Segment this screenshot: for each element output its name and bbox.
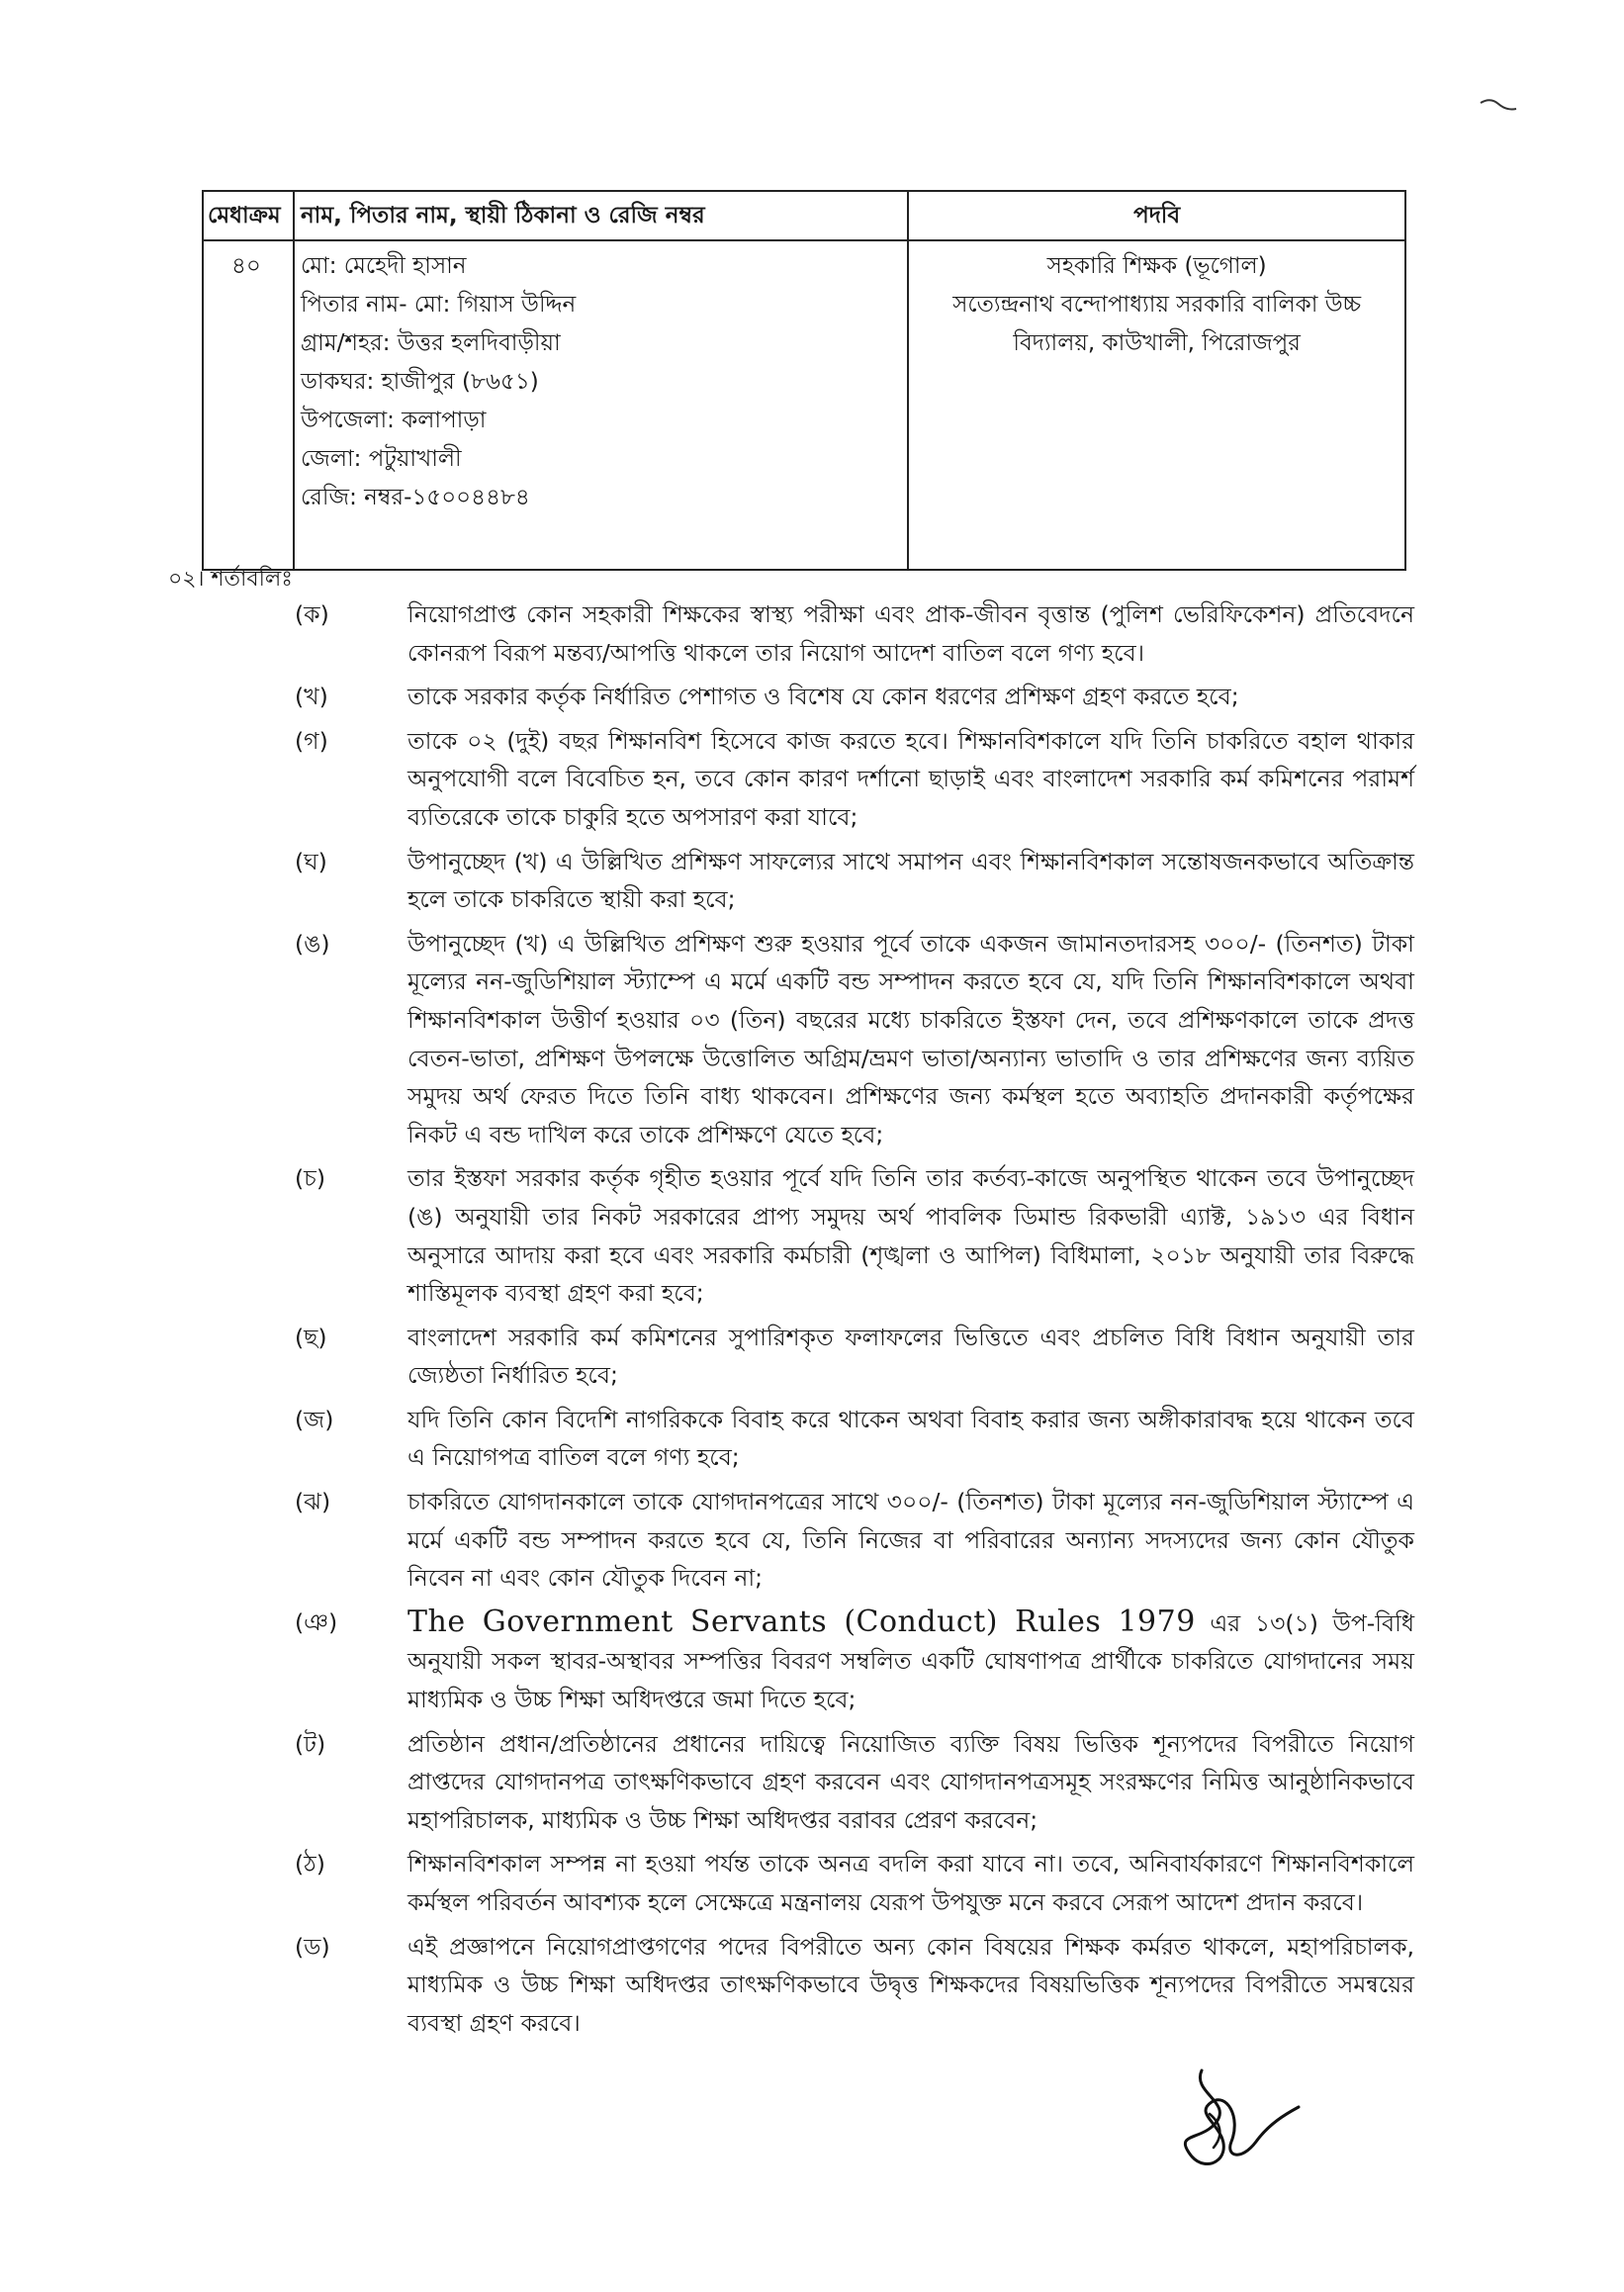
post-institution-line-2: বিদ্যালয়, কাউখালী, পিরোজপুর (1013, 330, 1301, 356)
clause-text-body: এর ১৩(১) উপ-বিধি অনুযায়ী সকল স্থাবর-অস্থাবর সম্পত্তির বিবরণ সম্বলিত একটি ঘোষণাপত্র প্রার্থীকে চাকরিতে যোগদানের সময় মাধ্যমিক ও উচ্চ শিক্ষা অধিদপ্তরে জমা দিতে হবে; (407, 1608, 1414, 1714)
clause-da (168, 1928, 1414, 2043)
clause-text: নিয়োগপ্রাপ্ত কোন সহকারী শিক্ষকের স্বাস্থ্য পরীক্ষা এবং প্রাক-জীবন বৃত্তান্ত (পুলিশ ভেরিফিকেশন) প্রতিবেদনে কোনরূপ বিরূপ মন্তব্য/আপত্তি থাকলে তার নিয়োগ আদেশ বাতিল বলে গণ্য হবে। (407, 600, 1414, 667)
clause-text: উপানুচ্ছেদ (খ) এ উল্লিখিত প্রশিক্ষণ শুরু হওয়ার পূর্বে তাকে একজন জামানতদারসহ ৩০০/- (তিনশত) টাকা মূল্যের নন-জুডিশিয়াল স্ট্যাম্পে এ মর্মে একটি বন্ড সম্পাদন করতে হবে যে, যদি তিনি শিক্ষানবিশকালে অথবা শিক্ষানবিশকাল উত্তীর্ণ হওয়ার ০৩ (তিন) বছরের মধ্যে চাকরিতে ইস্তফা দেন, তবে প্রশিক্ষণকালে তাকে প্রদত্ত বেতন-ভাতা, প্রশিক্ষণ উপলক্ষে উত্তোলিত অগ্রিম/ভ্রমণ ভাতা/অন্যান্য ভাতাদি ও তার প্রশিক্ষণের জন্য ব্যয়িত সমুদয় অর্থ ফেরত দিতে তিনি বাধ্য থাকবেন। প্রশিক্ষণের জন্য কর্মস্থল হতে অব্যাহতি প্রদানকারী কর্তৃপক্ষের নিকট এ বন্ড দাখিল করে তাকে প্রশিক্ষণে যেতে হবে; (407, 929, 1414, 1148)
cell-serial: ৪০ (203, 240, 294, 570)
clause-ga (168, 722, 1414, 837)
header-post: পদবি (908, 191, 1405, 240)
upazila: উপজেলা: কলাপাড়া (300, 408, 487, 433)
clause-jha (168, 1483, 1414, 1598)
clause-marker: (ছ) (295, 1323, 327, 1351)
conduct-rules-title: The Government Servants (Conduct) Rules 1979 (407, 1604, 1196, 1639)
post-title: সহকারি শিক্ষক (ভূগোল) (1046, 253, 1267, 279)
clause-ja (168, 1401, 1414, 1477)
clause-text: চাকরিতে যোগদানকালে তাকে যোগদানপত্রের সাথে ৩০০/- (তিনশত) টাকা মূল্যের নন-জুডিশিয়াল স্ট্যাম্পে এ মর্মে একটি বন্ড সম্পাদন করতে হবে যে, তিনি নিজের বা পরিবারের অন্যান্য সদস্যদের জন্য কোন যৌতুক নিবেন না এবং কোন যৌতুক দিবেন না; (407, 1488, 1414, 1593)
clause-marker: (গ) (295, 726, 328, 755)
clause-chha (168, 1319, 1414, 1395)
scan-mark (1479, 95, 1518, 117)
clause-kha (168, 678, 1414, 716)
clause-marker: (ঙ) (295, 929, 330, 958)
table-header-row (203, 191, 1405, 240)
appointment-table (202, 190, 1406, 571)
clause-marker: (ঠ) (295, 1850, 325, 1879)
header-serial: মেধাক্রম (203, 191, 294, 240)
conditions-heading: ০২। শর্তাবলিঃ (168, 567, 294, 592)
clause-text: তাকে সরকার কর্তৃক নির্ধারিত পেশাগত ও বিশেষ যে কোন ধরণের প্রশিক্ষণ গ্রহণ করতে হবে; (407, 683, 1239, 711)
clause-text: উপানুচ্ছেদ (খ) এ উল্লিখিত প্রশিক্ষণ সাফল্যের সাথে সমাপন এবং শিক্ষানবিশকাল সন্তোষজনকভাবে অতিক্রান্ত হলে তাকে চাকরিতে স্থায়ী করা হবে; (407, 847, 1414, 914)
clause-text: বাংলাদেশ সরকারি কর্ম কমিশনের সুপারিশকৃত ফলাফলের ভিত্তিতে এবং প্রচলিত বিধি বিধান অনুযায়ী তার জ্যেষ্ঠতা নির্ধারিত হবে; (407, 1323, 1414, 1390)
clause-cha (168, 1159, 1414, 1312)
clause-gha (168, 843, 1414, 919)
clause-marker: (খ) (295, 683, 328, 711)
header-details: নাম, পিতার নাম, স্থায়ী ঠিকানা ও রেজি নম্বর (294, 191, 908, 240)
signature (1162, 2063, 1301, 2176)
conditions-list (168, 596, 1414, 2048)
village: গ্রাম/শহর: উত্তর হলদিবাড়ীয়া (300, 330, 561, 356)
clause-marker: (জ) (295, 1405, 334, 1433)
post-institution-line-1: সত্যেন্দ্রনাথ বন্দোপাধ্যায় সরকারি বালিকা উচ্চ (952, 292, 1362, 318)
clause-text (407, 1604, 1414, 1719)
clause-ta (168, 1725, 1414, 1840)
clause-text: এই প্রজ্ঞাপনে নিয়োগপ্রাপ্তগণের পদের বিপরীতে অন্য কোন বিষয়ের শিক্ষক কর্মরত থাকলে, মহাপরিচালক, মাধ্যমিক ও উচ্চ শিক্ষা অধিদপ্তর তাৎক্ষণিকভাবে উদ্বৃত্ত শিক্ষকদের বিষয়ভিত্তিক শূন্যপদের বিপরীতে সমন্বয়ের ব্যবস্থা গ্রহণ করবে। (407, 1932, 1414, 2037)
clause-text: যদি তিনি কোন বিদেশি নাগরিককে বিবাহ করে থাকেন অথবা বিবাহ করার জন্য অঙ্গীকারাবদ্ধ হয়ে থাকেন তবে এ নিয়োগপত্র বাতিল বলে গণ্য হবে; (407, 1405, 1414, 1472)
clause-marker: (ট) (295, 1729, 326, 1758)
clause-text: তাকে ০২ (দুই) বছর শিক্ষানবিশ হিসেবে কাজ করতে হবে। শিক্ষানবিশকালে যদি তিনি চাকরিতে বহাল থাকার অনুপযোগী বলে বিবেচিত হন, তবে কোন কারণ দর্শানো ছাড়াই এবং বাংলাদেশ সরকারি কর্ম কমিশনের পরামর্শ ব্যতিরেকে তাকে চাকুরি হতে অপসারণ করা যাবে; (407, 726, 1414, 831)
clause-ka (168, 596, 1414, 672)
clause-text: শিক্ষানবিশকাল সম্পন্ন না হওয়া পর্যন্ত তাকে অনত্র বদলি করা যাবে না। তবে, অনিবার্যকারণে শিক্ষানবিশকালে কর্মস্থল পরিবর্তন আবশ্যক হলে সেক্ষেত্রে মন্ত্রনালয় যেরূপ উপযুক্ত মনে করবে সেরূপ আদেশ প্রদান করবে। (407, 1850, 1414, 1916)
clause-marker: (ঝ) (295, 1488, 331, 1516)
father-name: পিতার নাম- মো: গিয়াস উদ্দিন (300, 292, 577, 318)
clause-text: তার ইস্তফা সরকার কর্তৃক গৃহীত হওয়ার পূর্বে যদি তিনি তার কর্তব্য-কাজে অনুপস্থিত থাকেন তবে উপানুচ্ছেদ (ঙ) অনুযায়ী তার নিকট সরকারের প্রাপ্য সমুদয় অর্থ পাবলিক ডিমান্ড রিকভারী এ্যাক্ট, ১৯১৩ এর বিধান অনুসারে আদায় করা হবে এবং সরকারি কর্মচারী (শৃঙ্খলা ও আপিল) বিধিমালা, ২০১৮ অনুযায়ী তার বিরুদ্ধে শাস্তিমূলক ব্যবস্থা গ্রহণ করা হবে; (407, 1164, 1414, 1308)
cell-details (294, 240, 908, 570)
candidate-name: মো: মেহেদী হাসান (300, 253, 467, 279)
registration-number: রেজি: নম্বর-১৫০০৪৪৮৪ (300, 485, 530, 510)
clause-marker: (ড) (295, 1932, 330, 1961)
post-office: ডাকঘর: হাজীপুর (৮৬৫১) (300, 369, 539, 395)
clause-marker: (ঘ) (295, 847, 327, 875)
table-row (203, 240, 1405, 570)
district: জেলা: পটুয়াখালী (300, 446, 462, 472)
clause-text: প্রতিষ্ঠান প্রধান/প্রতিষ্ঠানের প্রধানের দায়িত্বে নিয়োজিত ব্যক্তি বিষয় ভিত্তিক শূন্যপদের বিপরীতে নিয়োগ প্রাপ্তদের যোগদানপত্র তাৎক্ষণিকভাবে গ্রহণ করবেন এবং যোগদানপত্রসমূহ সংরক্ষণের নিমিত্ত আনুষ্ঠানিকভাবে মহাপরিচালক, মাধ্যমিক ও উচ্চ শিক্ষা অধিদপ্তর বরাবর প্রেরণ করবেন; (407, 1729, 1414, 1834)
clause-tha (168, 1845, 1414, 1921)
clause-uma (168, 925, 1414, 1154)
cell-post (908, 240, 1405, 570)
clause-marker: (ঞ) (295, 1607, 338, 1636)
clause-marker: (ক) (295, 600, 329, 628)
clause-nya (168, 1604, 1414, 1719)
clause-marker: (চ) (295, 1164, 326, 1193)
